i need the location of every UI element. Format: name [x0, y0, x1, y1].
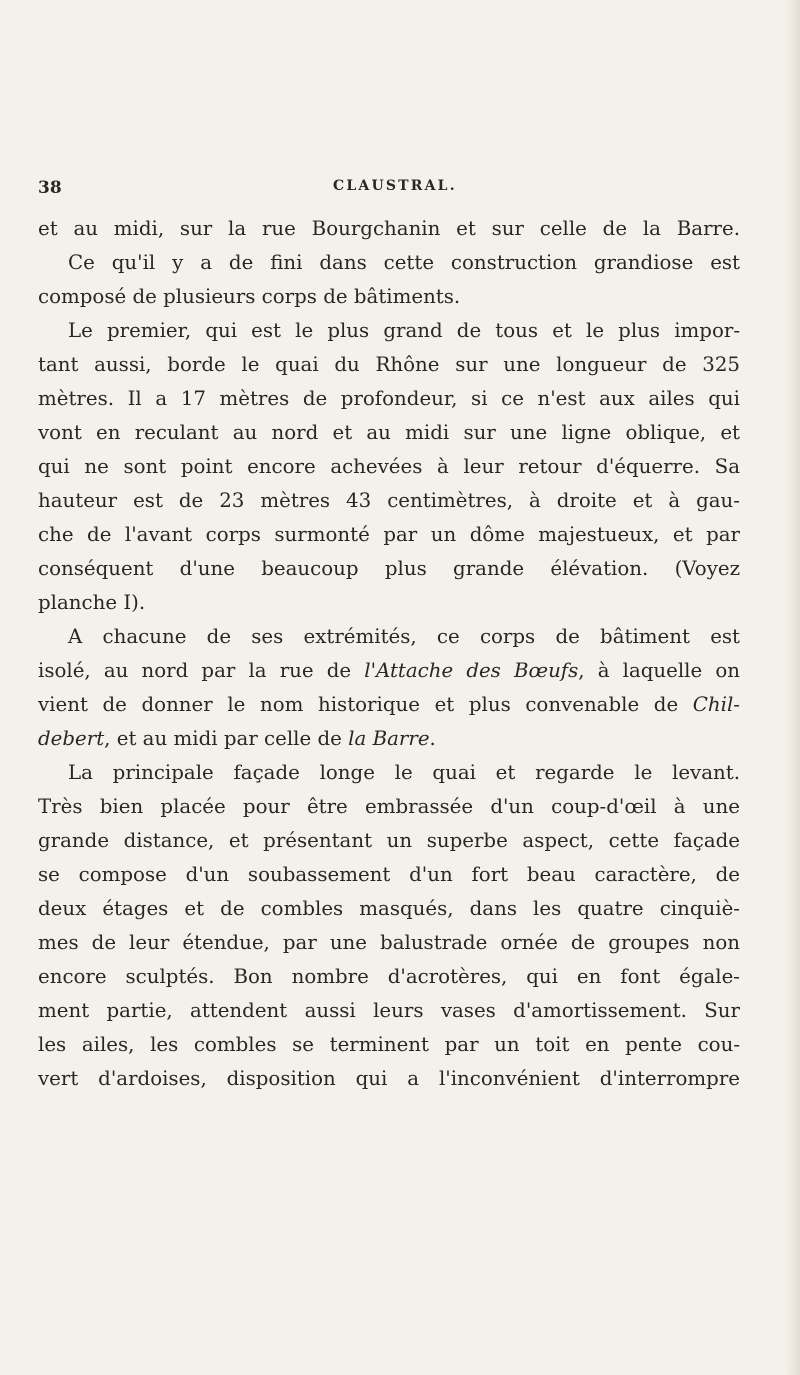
running-title: CLAUSTRAL. [333, 178, 457, 194]
text-line [38, 688, 740, 722]
page-edge-shadow [786, 0, 800, 1375]
italic-historic-name: Chil- [692, 693, 740, 716]
text-line: planche I). [38, 591, 146, 614]
text-line: ment partie, attendent aussi leurs vases d'amortissement. Sur [38, 999, 740, 1022]
text-run: . [429, 727, 436, 750]
text-line [38, 722, 740, 756]
text-line: qui ne sont point encore achevées à leur retour d'équerre. Sa [38, 455, 740, 478]
text-run: isolé, au nord par la rue de [38, 659, 352, 682]
text-line: deux étages et de combles masqués, dans les quatre cinquiè- [38, 897, 740, 920]
text-line: se compose d'un soubassement d'un fort beau caractère, de [38, 863, 740, 886]
text-line: vont en reculant au nord et au midi sur une ligne oblique, et [38, 421, 740, 444]
text-line: Le premier, qui est le plus grand de tous et le plus impor- [68, 319, 740, 342]
text-line: grande distance, et présentant un superbe aspect, cette façade [38, 829, 740, 852]
italic-street-name: l'Attache des Bœufs [364, 659, 579, 682]
page-number: 38 [38, 178, 62, 198]
text-run: , à laquelle on [578, 659, 740, 682]
text-line: A chacune de ses extrémités, ce corps de bâtiment est [68, 625, 740, 648]
text-line: La principale façade longe le quai et regarde le levant. [68, 761, 740, 784]
text-line: Ce qu'il y a de fini dans cette construction grandiose est [68, 251, 740, 274]
text-line: che de l'avant corps surmonté par un dôme majestueux, et par [38, 523, 740, 546]
italic-historic-name: debert [38, 727, 105, 750]
text-line: conséquent d'une beaucoup plus grande élévation. (Voyez [38, 557, 740, 580]
text-run: , et au midi par celle de [104, 727, 342, 750]
running-header [38, 178, 738, 202]
text-line: mètres. Il a 17 mètres de profondeur, si ce n'est aux ailes qui [38, 387, 740, 410]
text-run: vient de donner le nom historique et plus convenable de [38, 693, 679, 716]
text-line: mes de leur étendue, par une balustrade ornée de groupes non [38, 931, 740, 954]
text-line [38, 654, 740, 688]
text-line: encore sculptés. Bon nombre d'acrotères, qui en font égale- [38, 965, 740, 988]
body-text [38, 212, 740, 1096]
italic-street-name: la Barre [348, 727, 430, 750]
text-line: les ailes, les combles se terminent par un toit en pente cou- [38, 1033, 740, 1056]
text-line: Très bien placée pour être embrassée d'un coup-d'œil à une [38, 795, 740, 818]
text-line: vert d'ardoises, disposition qui a l'inconvénient d'interrompre [38, 1067, 740, 1090]
text-line: hauteur est de 23 mètres 43 centimètres, à droite et à gau- [38, 489, 740, 512]
text-line: tant aussi, borde le quai du Rhône sur une longueur de 325 [38, 353, 740, 376]
text-line: et au midi, sur la rue Bourgchanin et sur celle de la Barre. [38, 217, 740, 240]
text-line: composé de plusieurs corps de bâtiments. [38, 285, 461, 308]
